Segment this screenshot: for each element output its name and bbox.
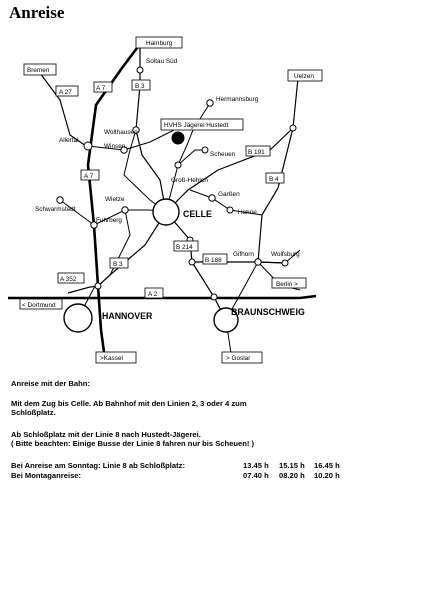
hermannsburg-label: Hermannsburg <box>216 96 259 103</box>
a352-label: A 352 <box>60 276 77 283</box>
a7-mid-label: A 7 <box>84 173 94 180</box>
soltau-node <box>137 67 143 73</box>
monday-time-1: 07.40 h <box>243 471 269 480</box>
fuhrberg-label: Fuhrberg <box>96 217 122 224</box>
goslar-label: > Goslar <box>226 355 251 362</box>
b214-road <box>166 212 226 320</box>
info-line-4: ( Bitte beachten: Einige Busse der Linie 8 fahren nur bis Scheuen! ) <box>11 439 255 448</box>
page-title: Anreise <box>9 3 65 22</box>
b4-label: B 4 <box>269 176 279 183</box>
hvhs-location-marker <box>172 132 184 144</box>
a2-junction-node <box>211 294 217 300</box>
hohne-label: Hohne <box>238 209 257 216</box>
b214-label: B 214 <box>176 244 193 251</box>
bremen-label: Bremen <box>27 67 50 74</box>
hannover-label: HANNOVER <box>102 311 153 321</box>
gifhorn-node <box>255 259 261 265</box>
b188-label: B 188 <box>205 257 222 264</box>
a27-label: A 27 <box>59 89 72 96</box>
hannover-junction-node <box>95 283 101 289</box>
info-heading: Anreise mit der Bahn: <box>11 379 90 388</box>
wietze-node <box>122 207 128 213</box>
sunday-time-2: 15.15 h <box>279 461 305 470</box>
monday-time-2: 08.20 h <box>279 471 305 480</box>
b191-label: B 191 <box>248 149 265 156</box>
celle-marker <box>153 199 179 225</box>
garssen-node <box>209 195 215 201</box>
sunday-time-1: 13.45 h <box>243 461 269 470</box>
kassel-label: >Kassel <box>100 355 123 362</box>
a27-road <box>40 73 86 146</box>
gifhorn-label: Gifhorn <box>233 251 254 258</box>
info-line-1: Mit dem Zug bis Celle. Ab Bahnhof mit den Linien 2, 3 oder 4 zum <box>11 399 247 408</box>
winsen-label: Winsen <box>104 143 126 150</box>
monday-label: Bei Montaganreise: <box>11 471 82 480</box>
scheuen-label: Scheuen <box>210 151 236 158</box>
wolfsburg-label: Wolfsburg <box>271 251 300 258</box>
a7-north-label: A 7 <box>96 85 106 92</box>
hvhs-label: HVHS Jägerei Hustedt <box>164 122 229 129</box>
hermannsburg-node <box>207 100 213 106</box>
garssen-label: Garßen <box>218 191 240 198</box>
b3-north-label: B 3 <box>135 83 145 90</box>
hamburg-label: Hamburg <box>146 40 173 47</box>
dortmund-label: < Dortmund <box>22 302 56 309</box>
monday-time-3: 10.20 h <box>314 471 340 480</box>
celle-label: CELLE <box>183 209 212 219</box>
scheuen-node <box>202 147 208 153</box>
wolthausen-label: Wolthausen <box>104 129 138 136</box>
b188-junction-node <box>189 259 195 265</box>
uelzen-label: Uelzen <box>294 73 314 80</box>
allertal-label: Allertal <box>59 137 79 144</box>
winsen-road <box>124 130 166 212</box>
berlin-label: Berlin > <box>276 281 298 288</box>
schwarmstedt-label: Schwarmstedt <box>35 206 76 213</box>
town-markers <box>57 41 296 332</box>
info-line-2: Schloßplatz. <box>11 408 56 417</box>
hannover-marker <box>64 304 92 332</box>
wolfsburg-node <box>282 260 288 266</box>
soltau-label: Soltau Süd <box>146 58 178 65</box>
gross-hehlen-label: Groß-Hehlen <box>171 177 208 184</box>
allertal-node <box>84 142 92 150</box>
sunday-label: Bei Anreise am Sonntag: Linie 8 ab Schloßplatz: <box>11 461 185 470</box>
b4-junction-node <box>290 125 296 131</box>
braunschweig-label: BRAUNSCHWEIG <box>231 307 305 317</box>
gross-hehlen-node <box>175 162 181 168</box>
wietze-label: Wietze <box>105 196 125 203</box>
hohne-node <box>227 207 233 213</box>
b3-south-label: B 3 <box>113 261 123 268</box>
schwarmstedt-node <box>57 197 63 203</box>
sunday-time-3: 16.45 h <box>314 461 340 470</box>
info-line-3: Ab Schloßplatz mit der Linie 8 nach Hustedt-Jägerei. <box>11 430 201 439</box>
scheuen-road <box>178 150 205 165</box>
a2-label: A 2 <box>148 291 158 298</box>
